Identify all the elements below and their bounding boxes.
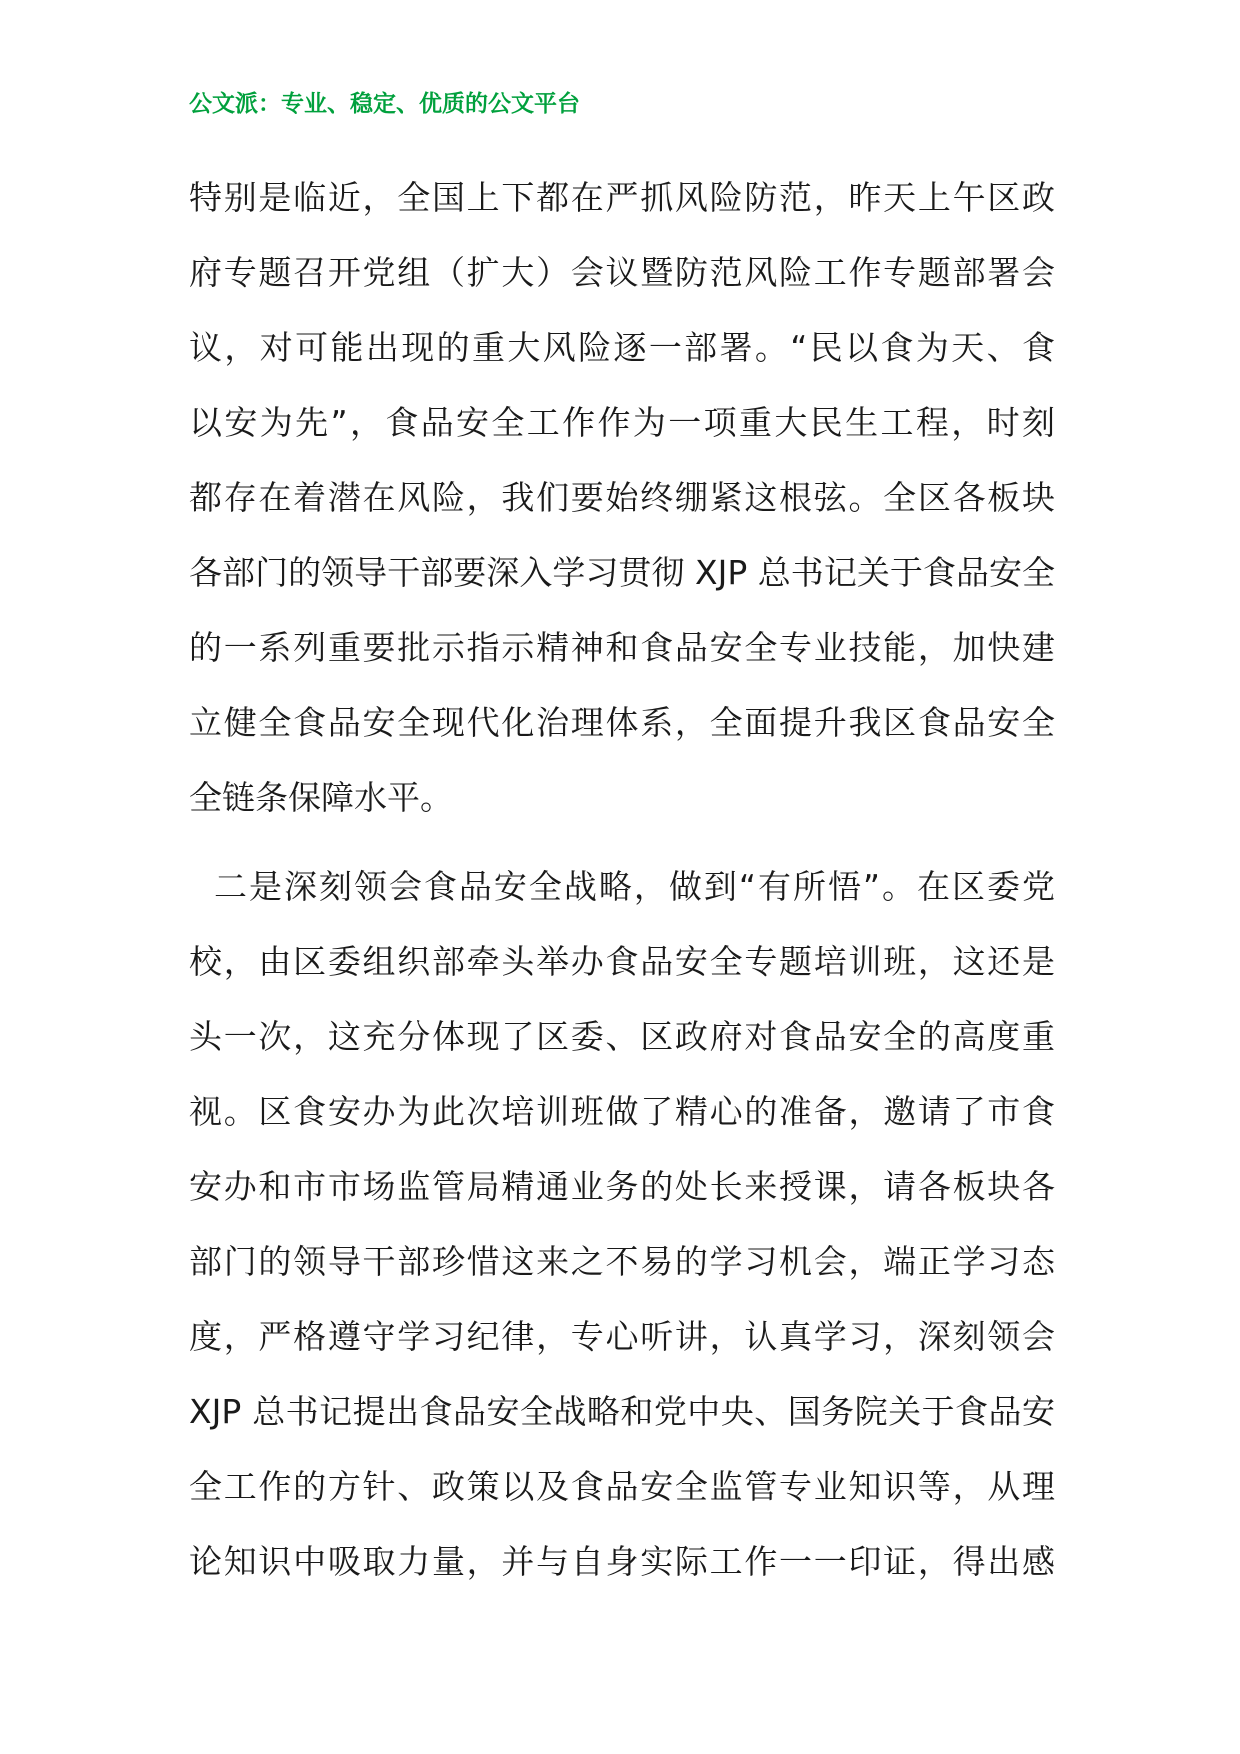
text-line: 府专题召开党组（扩大）会议暨防范风险工作专题部署会: [189, 253, 1055, 292]
text-line: 各部门的领导干部要深入学习贯彻 XJP 总书记关于食品安全: [189, 553, 1055, 592]
text-line: 的一系列重要批示指示精神和食品安全专业技能，加快建: [189, 628, 1055, 667]
text-line: 部门的领导干部珍惜这来之不易的学习机会，端正学习态: [189, 1242, 1055, 1281]
text-line: 二是深刻领会食品安全战略，做到“有所悟”。在区委党: [189, 867, 1055, 906]
paragraph-2: [189, 849, 1055, 1599]
paragraph-gap: [189, 835, 1055, 849]
text-line: 特别是临近，全国上下都在严抓风险防范，昨天上午区政: [189, 178, 1055, 217]
text-line: 度，严格遵守学习纪律，专心听讲，认真学习，深刻领会: [189, 1317, 1055, 1356]
paragraph-1: [189, 160, 1055, 835]
text-line: 论知识中吸取力量，并与自身实际工作一一印证，得出感: [189, 1542, 1055, 1581]
text-line: 安办和市市场监管局精通业务的处长来授课，请各板块各: [189, 1167, 1055, 1206]
text-line: XJP 总书记提出食品安全战略和党中央、国务院关于食品安: [189, 1392, 1055, 1431]
text-line: 以安为先”，食品安全工作作为一项重大民生工程，时刻: [189, 403, 1055, 442]
text-line: 立健全食品安全现代化治理体系，全面提升我区食品安全: [189, 703, 1055, 742]
text-line: 校，由区委组织部牵头举办食品安全专题培训班，这还是: [189, 942, 1055, 981]
text-line: 议，对可能出现的重大风险逐一部署。“民以食为天、食: [189, 328, 1055, 367]
text-line: 全工作的方针、政策以及食品安全监管专业知识等，从理: [189, 1467, 1055, 1506]
text-line: 头一次，这充分体现了区委、区政府对食品安全的高度重: [189, 1017, 1055, 1056]
text-line: 都存在着潜在风险，我们要始终绷紧这根弦。全区各板块: [189, 478, 1055, 517]
text-line: 全链条保障水平。: [189, 778, 453, 817]
text-line: 视。区食安办为此次培训班做了精心的准备，邀请了市食: [189, 1092, 1055, 1131]
page-header: 公文派：专业、稳定、优质的公文平台: [189, 91, 580, 117]
document-body: [189, 160, 1055, 1599]
